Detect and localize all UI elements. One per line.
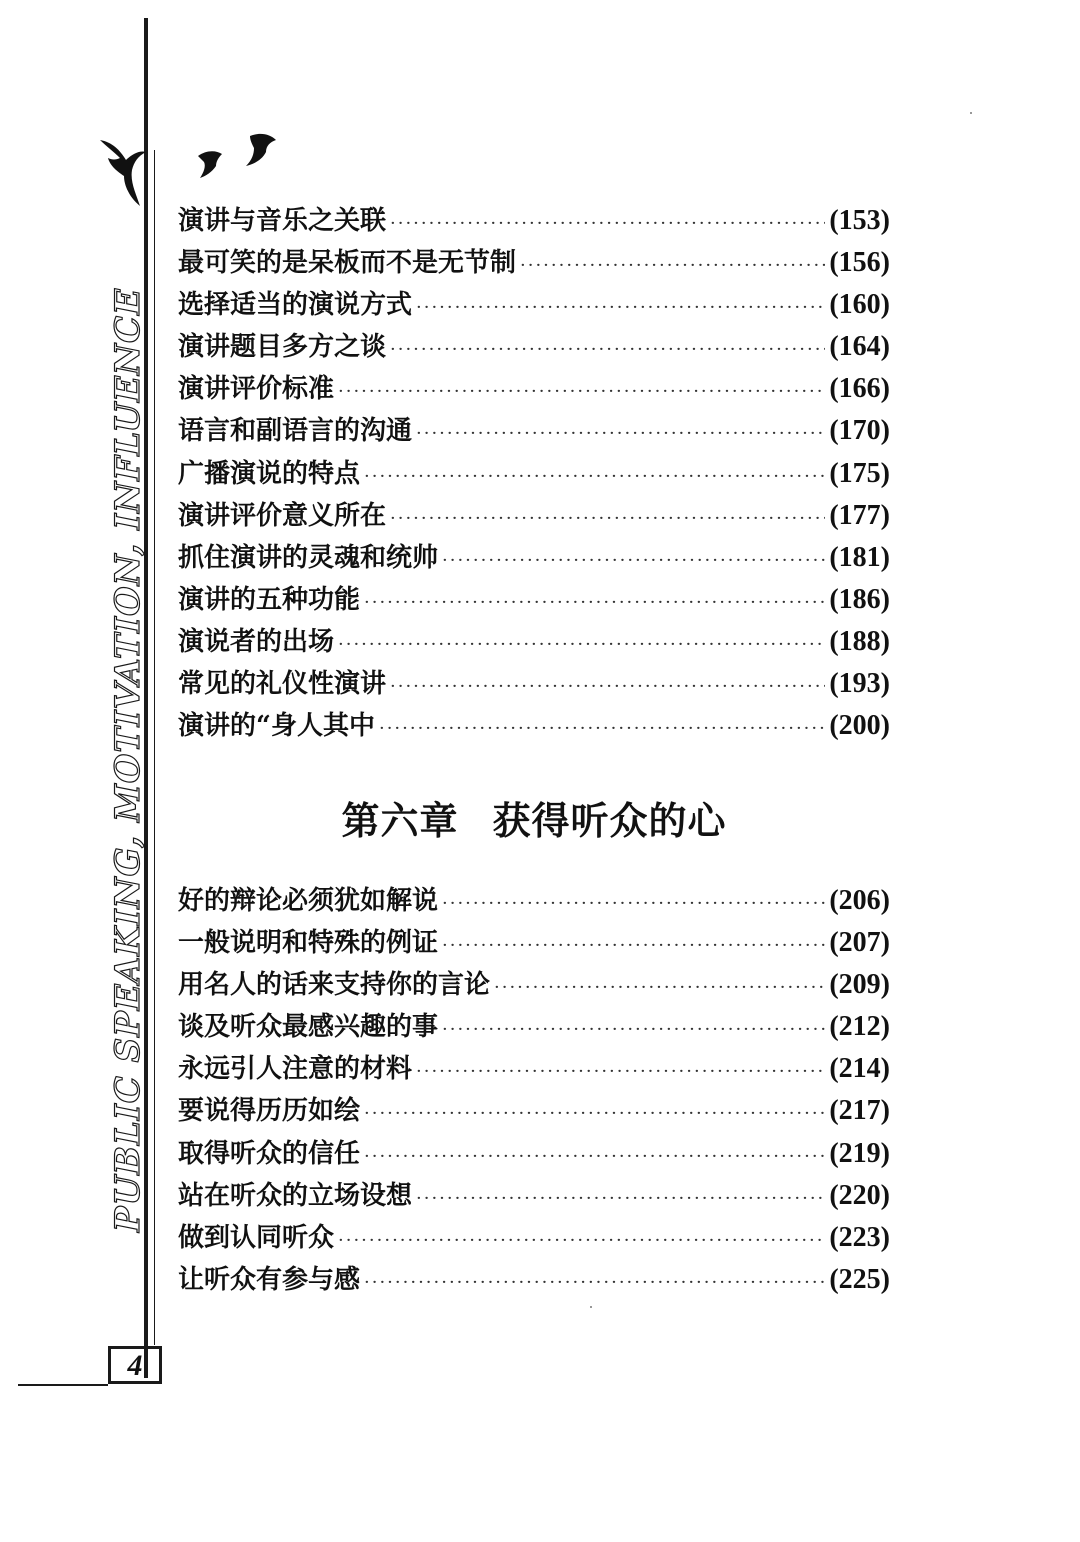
toc-entry-page: (186)	[829, 583, 890, 615]
toc-entry-page: (219)	[829, 1137, 890, 1169]
dot-leader	[390, 666, 825, 708]
toc-entry-page: (209)	[829, 969, 890, 1001]
toc-entry	[178, 621, 890, 663]
toc-entry-page: (217)	[829, 1095, 890, 1127]
toc-entry-page: (156)	[829, 247, 890, 279]
dot-leader	[364, 1093, 825, 1135]
toc-entry-page: (193)	[829, 668, 890, 700]
dot-leader	[520, 245, 825, 287]
toc-entry-title: 演讲的五种功能	[178, 584, 361, 615]
toc-entry-page: (225)	[829, 1263, 890, 1295]
scan-speck	[590, 1306, 592, 1308]
toc-entry-title: 演讲题目多方之谈	[178, 332, 387, 363]
toc-entry-title: 演讲评价意义所在	[178, 500, 387, 531]
toc-entry-page: (206)	[829, 885, 890, 916]
toc-entry-page: (175)	[829, 457, 890, 489]
toc-entry-page: (181)	[829, 541, 890, 573]
dot-leader	[364, 582, 825, 624]
toc-entry-title: 做到认同听众	[178, 1222, 335, 1253]
toc-entry	[178, 368, 890, 410]
dot-leader	[338, 624, 825, 666]
toc-entry-title: 谈及听众最感兴趣的事	[178, 1012, 439, 1043]
toc-entry	[178, 242, 890, 284]
toc-entry-page: (188)	[829, 625, 890, 657]
toc-entry-title: 演讲评价标准	[178, 374, 335, 405]
toc-entry	[178, 705, 890, 747]
page-number-rule	[18, 1384, 108, 1386]
side-decorative-text: PUBLIC SPEAKING, MOTIVATION, INFLUENCE	[108, 287, 148, 1232]
toc-entry-title: 演讲与音乐之关联	[178, 206, 387, 236]
toc-entry-title: 语言和副语言的沟通	[178, 416, 413, 447]
flying-birds-icon	[90, 120, 290, 210]
scan-speck	[970, 112, 972, 114]
dot-leader	[416, 287, 825, 329]
toc-entry-page: (223)	[829, 1221, 890, 1253]
toc-entry	[178, 1048, 890, 1090]
toc-entry-title: 演说者的出场	[178, 626, 335, 657]
toc-entry	[178, 1006, 890, 1048]
toc-entry	[178, 453, 890, 495]
dot-leader	[442, 883, 825, 925]
toc-entry-title: 站在听众的立场设想	[178, 1180, 413, 1211]
dot-leader	[442, 540, 825, 582]
toc-entry-title: 最可笑的是呆板而不是无节制	[178, 248, 517, 279]
toc-entry	[178, 1217, 890, 1259]
dot-leader	[416, 1051, 825, 1093]
toc-entry	[178, 922, 890, 964]
dot-leader	[338, 371, 825, 413]
page-number: 4	[108, 1346, 162, 1384]
dot-leader	[390, 203, 825, 245]
dot-leader	[364, 1136, 825, 1178]
dot-leader	[390, 498, 825, 540]
toc-entry	[178, 880, 890, 922]
toc-entry-title: 抓住演讲的灵魂和统帅	[178, 542, 439, 573]
toc-entry	[178, 1090, 890, 1132]
toc-entry	[178, 1133, 890, 1175]
chapter-title: 获得听众的心	[492, 799, 727, 843]
toc-entry-title: 常见的礼仪性演讲	[178, 669, 387, 700]
toc-entry-page: (214)	[829, 1053, 890, 1085]
toc-entry	[178, 964, 890, 1006]
dot-leader	[338, 1220, 825, 1262]
toc-entry	[178, 663, 890, 705]
toc-entry-title: 让听众有参与感	[178, 1264, 361, 1295]
toc-entry-title: 选择适当的演说方式	[178, 290, 413, 321]
toc-entry-title: 一般说明和特殊的例证	[178, 928, 439, 959]
toc-entry	[178, 410, 890, 452]
toc-entry-page: (220)	[829, 1179, 890, 1211]
dot-leader	[416, 413, 825, 455]
toc-entry	[178, 579, 890, 621]
dot-leader	[442, 925, 825, 967]
toc-entry	[178, 1259, 890, 1301]
toc-entry	[178, 537, 890, 579]
dot-leader	[416, 1178, 825, 1220]
toc-entry-page: (160)	[829, 289, 890, 321]
toc-entry-title: 演讲的“身人其中	[178, 711, 375, 742]
toc-entry-page: (177)	[829, 499, 890, 531]
toc-entry-title: 广播演说的特点	[178, 458, 361, 489]
toc-entry	[178, 284, 890, 326]
toc-entry-title: 用名人的话来支持你的言论	[178, 970, 491, 1001]
toc-entry	[178, 1175, 890, 1217]
chapter-number: 第六章	[341, 799, 459, 843]
toc-section-b	[178, 880, 890, 1301]
dot-leader	[364, 1262, 825, 1304]
dot-leader	[379, 708, 825, 750]
dot-leader	[390, 329, 825, 371]
toc-entry-title: 要说得历历如绘	[178, 1096, 361, 1127]
toc-entry	[178, 326, 890, 368]
toc-entry-page: (200)	[829, 710, 890, 742]
toc-section-a	[178, 200, 890, 747]
toc-entry-page: (170)	[829, 415, 890, 447]
toc-entry-page: (164)	[829, 331, 890, 363]
dot-leader	[442, 1009, 825, 1051]
toc-entry	[178, 200, 890, 242]
dot-leader	[364, 456, 825, 498]
toc-entry-page: (212)	[829, 1011, 890, 1043]
toc-entry-page: (166)	[829, 373, 890, 405]
toc-entry-title: 好的辩论必须犹如解说	[178, 886, 439, 916]
toc-entry-page: (207)	[829, 927, 890, 959]
margin-rule-thin	[154, 150, 155, 1345]
toc-entry-page: (153)	[829, 205, 890, 236]
toc-entry-title: 取得听众的信任	[178, 1138, 361, 1169]
toc-entry	[178, 495, 890, 537]
toc-entry-title: 永远引人注意的材料	[178, 1054, 413, 1085]
chapter-heading	[178, 790, 890, 845]
dot-leader	[494, 967, 825, 1009]
